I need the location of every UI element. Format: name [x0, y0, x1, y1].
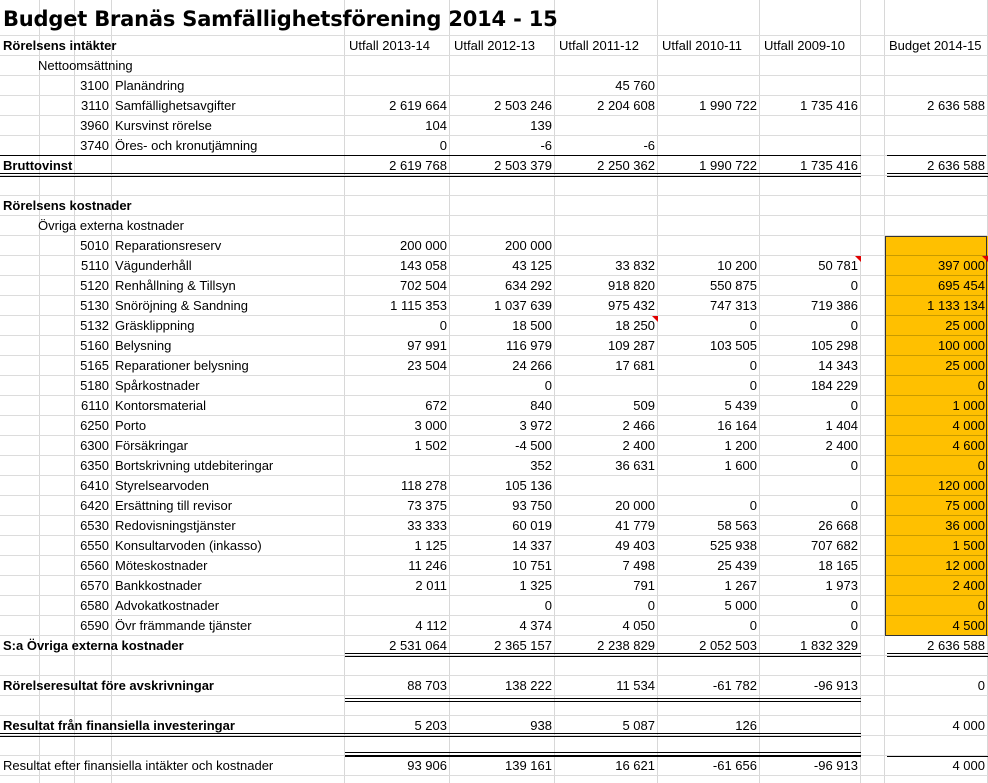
account-number[interactable]: 5132: [80, 318, 109, 333]
value-cell[interactable]: 1 037 639: [494, 298, 552, 313]
account-label[interactable]: Bankkostnader: [115, 578, 202, 593]
final-value[interactable]: 139 161: [505, 758, 552, 773]
operating-label: Rörelseresultat före avskrivningar: [3, 678, 214, 693]
account-label[interactable]: Försäkringar: [115, 438, 188, 453]
gross-value[interactable]: 1 990 722: [699, 158, 757, 173]
account-label[interactable]: Öres- och kronutjämning: [115, 138, 258, 153]
sum-other-value[interactable]: 1 832 329: [800, 638, 858, 653]
final-value[interactable]: -96 913: [813, 758, 858, 773]
value-cell[interactable]: 4 112: [415, 618, 447, 633]
account-number[interactable]: 5165: [80, 358, 109, 373]
value-cell[interactable]: 58 563: [717, 518, 757, 533]
account-number[interactable]: 6350: [80, 458, 109, 473]
value-cell[interactable]: 93 750: [512, 498, 552, 513]
value-cell[interactable]: [555, 236, 658, 256]
account-label[interactable]: Konsultarvoden (inkasso): [115, 538, 262, 553]
account-number[interactable]: 5180: [80, 378, 109, 393]
value-cell[interactable]: 0: [850, 458, 858, 473]
value-cell[interactable]: 352: [530, 458, 552, 473]
value-cell[interactable]: [555, 476, 658, 496]
account-number[interactable]: 5160: [80, 338, 109, 353]
value-cell[interactable]: 109 287: [608, 338, 655, 353]
value-cell[interactable]: 702 504: [400, 278, 447, 293]
financial-value[interactable]: 938: [530, 718, 552, 733]
value-cell[interactable]: 1 325: [519, 578, 552, 593]
cost-row: [0, 296, 988, 316]
value-cell[interactable]: 3 000: [414, 418, 447, 433]
final-value[interactable]: -61 656: [712, 758, 757, 773]
operating-value[interactable]: -61 782: [712, 678, 757, 693]
account-number[interactable]: 3960: [80, 118, 109, 133]
netsales-label: Nettoomsättning: [38, 58, 133, 73]
income-row: [0, 136, 988, 156]
value-cell[interactable]: 747 313: [710, 298, 757, 313]
gross-value[interactable]: 2 619 768: [389, 158, 447, 173]
account-number[interactable]: 3740: [80, 138, 109, 153]
value-cell[interactable]: 200 000: [400, 238, 447, 253]
column-header[interactable]: Utfall 2011-12: [559, 38, 639, 53]
account-label[interactable]: Reparationsreserv: [115, 238, 222, 253]
value-cell[interactable]: [885, 116, 988, 136]
cost-row: [0, 536, 988, 556]
cost-row: [0, 236, 988, 256]
value-cell[interactable]: [885, 76, 988, 96]
value-cell[interactable]: 10 200: [717, 258, 757, 273]
column-header[interactable]: Budget 2014-15: [889, 38, 982, 53]
value-cell[interactable]: 139: [530, 118, 552, 133]
value-cell[interactable]: 1 133 134: [885, 296, 988, 316]
account-number[interactable]: 6530: [80, 518, 109, 533]
value-cell[interactable]: 2 400: [622, 438, 655, 453]
value-cell[interactable]: 672: [425, 398, 447, 413]
value-cell[interactable]: 1 735 416: [800, 98, 858, 113]
value-cell[interactable]: 118 278: [400, 478, 447, 493]
value-cell[interactable]: 2 204 608: [597, 98, 655, 113]
value-cell[interactable]: 1 267: [724, 578, 757, 593]
account-number[interactable]: 6580: [80, 598, 109, 613]
value-cell[interactable]: 16 164: [717, 418, 757, 433]
value-cell[interactable]: 634 292: [505, 278, 552, 293]
cost-row: [0, 516, 988, 536]
value-cell[interactable]: 1 115 353: [390, 298, 447, 313]
account-label[interactable]: Gräsklippning: [115, 318, 195, 333]
sum-line: [887, 756, 988, 757]
value-cell[interactable]: [885, 136, 988, 156]
value-cell[interactable]: 0: [749, 618, 757, 633]
value-cell[interactable]: 2 619 664: [389, 98, 447, 113]
value-cell[interactable]: 4 374: [519, 618, 552, 633]
value-cell[interactable]: 0: [850, 318, 858, 333]
account-label[interactable]: Reparationer belysning: [115, 358, 249, 373]
value-cell[interactable]: 103 505: [710, 338, 757, 353]
value-cell[interactable]: 143 058: [400, 258, 447, 273]
value-cell[interactable]: 36 000: [885, 516, 988, 536]
account-number[interactable]: 6250: [80, 418, 109, 433]
value-cell[interactable]: 5 000: [724, 598, 757, 613]
gross-label: Bruttovinst: [3, 158, 73, 173]
column-header[interactable]: Utfall 2009-10: [764, 38, 845, 53]
value-cell[interactable]: [658, 236, 760, 256]
value-cell[interactable]: 2 011: [415, 578, 447, 593]
value-cell[interactable]: 23 504: [407, 358, 447, 373]
value-cell[interactable]: 18 165: [818, 558, 858, 573]
operating-value[interactable]: 11 534: [616, 678, 655, 693]
section-income-header: Rörelsens intäkter: [3, 38, 117, 53]
sum-other-value[interactable]: 2 365 157: [494, 638, 552, 653]
value-cell[interactable]: [760, 116, 861, 136]
value-cell[interactable]: 0: [647, 598, 655, 613]
cost-row: [0, 576, 988, 596]
final-value[interactable]: 16 621: [615, 758, 655, 773]
value-cell[interactable]: -6: [540, 138, 552, 153]
income-row: [0, 96, 988, 116]
cost-row: [0, 316, 988, 336]
account-label[interactable]: Kontorsmaterial: [115, 398, 207, 413]
account-number[interactable]: 5110: [81, 258, 109, 273]
cost-row: [0, 596, 988, 616]
value-cell[interactable]: 105 298: [811, 338, 858, 353]
value-cell[interactable]: 1 200: [724, 438, 757, 453]
value-cell[interactable]: 0: [850, 278, 858, 293]
value-cell[interactable]: 0: [850, 598, 858, 613]
value-cell[interactable]: 0: [885, 376, 988, 396]
value-cell[interactable]: 36 631: [615, 458, 655, 473]
cost-row: [0, 476, 988, 496]
account-label[interactable]: Vägunderhåll: [115, 258, 192, 273]
account-number[interactable]: 6590: [80, 618, 109, 633]
value-cell[interactable]: 0: [885, 596, 988, 616]
financial-value[interactable]: 4 000: [952, 718, 985, 733]
value-cell[interactable]: 0: [749, 498, 757, 513]
cost-row: [0, 416, 988, 436]
value-cell[interactable]: 10 751: [512, 558, 552, 573]
blank-row: [0, 176, 988, 196]
value-cell[interactable]: [760, 76, 861, 96]
sum-other-value[interactable]: 2 052 503: [699, 638, 757, 653]
value-cell[interactable]: 75 000: [885, 496, 988, 516]
sum-other-value[interactable]: 2 636 588: [927, 638, 985, 653]
value-cell[interactable]: 791: [633, 578, 655, 593]
value-cell[interactable]: 0: [749, 318, 757, 333]
value-cell[interactable]: 0: [544, 598, 552, 613]
value-cell[interactable]: [345, 376, 450, 396]
account-label[interactable]: Renhållning & Tillsyn: [115, 278, 236, 293]
value-cell[interactable]: 397 000: [885, 256, 988, 276]
section-costs-header: Rörelsens kostnader: [3, 198, 132, 213]
value-cell[interactable]: [345, 596, 450, 616]
value-cell[interactable]: [658, 136, 760, 156]
costs-header-row: [0, 196, 988, 216]
value-cell[interactable]: 719 386: [811, 298, 858, 313]
financial-value[interactable]: 126: [735, 718, 757, 733]
account-number[interactable]: 6560: [80, 558, 109, 573]
value-cell[interactable]: 4 000: [885, 416, 988, 436]
account-number[interactable]: 5130: [80, 298, 109, 313]
value-cell[interactable]: 1 125: [414, 538, 447, 553]
value-cell[interactable]: 2 503 246: [494, 98, 552, 113]
value-cell[interactable]: 24 266: [512, 358, 552, 373]
value-cell[interactable]: 1 600: [724, 458, 757, 473]
value-cell[interactable]: 12 000: [885, 556, 988, 576]
value-cell[interactable]: 0: [850, 618, 858, 633]
value-cell[interactable]: [760, 236, 861, 256]
value-cell[interactable]: 25 000: [885, 356, 988, 376]
account-label[interactable]: Advokatkostnader: [115, 598, 220, 613]
cost-row: [0, 256, 988, 276]
sum-other-value[interactable]: 2 238 829: [597, 638, 655, 653]
value-cell[interactable]: 3 972: [519, 418, 552, 433]
value-cell[interactable]: [885, 236, 988, 256]
value-cell[interactable]: [760, 136, 861, 156]
gross-value[interactable]: 2 636 588: [927, 158, 985, 173]
comment-marker-icon[interactable]: [855, 256, 861, 262]
value-cell[interactable]: 1 500: [885, 536, 988, 556]
sum-line: [887, 155, 986, 156]
cost-row: [0, 456, 988, 476]
value-cell[interactable]: 120 000: [885, 476, 988, 496]
value-cell[interactable]: 0: [885, 456, 988, 476]
operating-value[interactable]: 0: [977, 678, 985, 693]
value-cell[interactable]: 4 500: [885, 616, 988, 636]
value-cell[interactable]: 840: [530, 398, 552, 413]
income-row: [0, 116, 988, 136]
value-cell[interactable]: 33 333: [407, 518, 447, 533]
cost-row: [0, 556, 988, 576]
operating-value[interactable]: -96 913: [813, 678, 858, 693]
account-label[interactable]: Snöröjning & Sandning: [115, 298, 248, 313]
gross-value[interactable]: 2 503 379: [494, 158, 552, 173]
cost-row: [0, 616, 988, 636]
value-cell[interactable]: 1 990 722: [699, 98, 757, 113]
cost-row: [0, 396, 988, 416]
account-number[interactable]: 6110: [81, 398, 109, 413]
value-cell[interactable]: 1 973: [825, 578, 858, 593]
final-value[interactable]: 93 906: [407, 758, 447, 773]
value-cell[interactable]: 26 668: [818, 518, 858, 533]
value-cell[interactable]: 17 681: [615, 358, 655, 373]
value-cell[interactable]: 1 404: [825, 418, 858, 433]
gross-value[interactable]: 1 735 416: [800, 158, 858, 173]
value-cell[interactable]: 695 454: [885, 276, 988, 296]
value-cell[interactable]: 20 000: [615, 498, 655, 513]
value-cell[interactable]: 5 439: [724, 398, 757, 413]
column-header[interactable]: Utfall 2013-14: [349, 38, 430, 53]
operating-value[interactable]: 88 703: [407, 678, 447, 693]
value-cell[interactable]: 2 466: [622, 418, 655, 433]
financial-label: Resultat från finansiella investeringar: [3, 718, 235, 733]
netsales-row: [0, 56, 988, 76]
final-value[interactable]: 4 000: [952, 758, 985, 773]
value-cell[interactable]: [345, 76, 450, 96]
value-cell[interactable]: 0: [749, 378, 757, 393]
account-label[interactable]: Samfällighetsavgifter: [115, 98, 236, 113]
account-number[interactable]: 6300: [80, 438, 109, 453]
value-cell[interactable]: 45 760: [615, 78, 655, 93]
account-label[interactable]: Möteskostnader: [115, 558, 208, 573]
header-row: [0, 36, 988, 56]
value-cell[interactable]: 43 125: [512, 258, 552, 273]
double-underline: [345, 698, 861, 702]
other-external-row: [0, 216, 988, 236]
cost-row: [0, 496, 988, 516]
sum-other-value[interactable]: 2 531 064: [389, 638, 447, 653]
value-cell[interactable]: 2 636 588: [927, 98, 985, 113]
sum-line: [345, 756, 861, 757]
operating-value[interactable]: 138 222: [505, 678, 552, 693]
value-cell[interactable]: 25 000: [885, 316, 988, 336]
financial-value[interactable]: 5 203: [414, 718, 447, 733]
value-cell[interactable]: 50 781: [818, 258, 858, 273]
sum-other-label: S:a Övriga externa kostnader: [3, 638, 184, 653]
value-cell[interactable]: [658, 476, 760, 496]
value-cell[interactable]: 2 400: [885, 576, 988, 596]
value-cell[interactable]: 73 375: [407, 498, 447, 513]
value-cell[interactable]: 0: [544, 378, 552, 393]
value-cell[interactable]: 18 250: [615, 318, 655, 333]
account-label[interactable]: Styrelsearvoden: [115, 478, 209, 493]
cost-row: [0, 276, 988, 296]
account-label[interactable]: Belysning: [115, 338, 172, 353]
title-row: [0, 0, 988, 36]
account-number[interactable]: 6410: [80, 478, 109, 493]
comment-marker-icon[interactable]: [982, 256, 988, 262]
cost-row: [0, 376, 988, 396]
value-cell[interactable]: 41 779: [615, 518, 655, 533]
account-label[interactable]: Ersättning till revisor: [115, 498, 233, 513]
value-cell[interactable]: 184 229: [811, 378, 858, 393]
value-cell[interactable]: 49 403: [615, 538, 655, 553]
account-label[interactable]: Spårkostnader: [115, 378, 200, 393]
account-number[interactable]: 6570: [80, 578, 109, 593]
cost-row: [0, 356, 988, 376]
value-cell[interactable]: 14 343: [818, 358, 858, 373]
value-cell[interactable]: 7 498: [622, 558, 655, 573]
account-label[interactable]: Redovisningstjänster: [115, 518, 236, 533]
value-cell[interactable]: 33 832: [615, 258, 655, 273]
column-header[interactable]: Utfall 2010-11: [662, 38, 742, 53]
account-label[interactable]: Bortskrivning utdebiteringar: [115, 458, 274, 473]
blank-row: [0, 656, 988, 676]
value-cell[interactable]: 2 400: [825, 438, 858, 453]
value-cell[interactable]: 509: [633, 398, 655, 413]
account-label[interactable]: Kursvinst rörelse: [115, 118, 212, 133]
operating-row: [0, 676, 988, 696]
value-cell[interactable]: 105 136: [505, 478, 552, 493]
final-label: Resultat efter finansiella intäkter och kostnader: [3, 758, 274, 773]
account-number[interactable]: 3100: [80, 78, 109, 93]
value-cell[interactable]: 0: [439, 138, 447, 153]
final-row: [0, 756, 988, 776]
value-cell[interactable]: [555, 116, 658, 136]
account-number[interactable]: 3110: [81, 98, 109, 113]
account-label[interactable]: Porto: [115, 418, 147, 433]
value-cell[interactable]: [345, 456, 450, 476]
account-number[interactable]: 5120: [80, 278, 109, 293]
value-cell[interactable]: 707 682: [811, 538, 858, 553]
value-cell[interactable]: 0: [850, 398, 858, 413]
value-cell[interactable]: -6: [643, 138, 655, 153]
column-header[interactable]: Utfall 2012-13: [454, 38, 535, 53]
account-label[interactable]: Övr främmande tjänster: [115, 618, 252, 633]
value-cell[interactable]: 104: [425, 118, 447, 133]
value-cell[interactable]: 200 000: [505, 238, 552, 253]
financial-value[interactable]: 5 087: [622, 718, 655, 733]
sum-line: [0, 155, 861, 156]
comment-marker-icon[interactable]: [652, 316, 658, 322]
cost-row: [0, 336, 988, 356]
value-cell[interactable]: 0: [850, 498, 858, 513]
sheet-title: Budget Branäs Samfällighetsförening 2014 - 15: [3, 7, 558, 31]
gross-value[interactable]: 2 250 362: [597, 158, 655, 173]
value-cell[interactable]: 116 979: [505, 338, 552, 353]
value-cell[interactable]: 0: [749, 358, 757, 373]
value-cell[interactable]: 0: [439, 318, 447, 333]
value-cell[interactable]: 525 938: [710, 538, 757, 553]
value-cell[interactable]: 4 600: [885, 436, 988, 456]
account-number[interactable]: 5010: [80, 238, 109, 253]
value-cell[interactable]: 11 246: [408, 558, 447, 573]
value-cell[interactable]: [658, 116, 760, 136]
cost-row: [0, 436, 988, 456]
value-cell[interactable]: -4 500: [515, 438, 552, 453]
value-cell[interactable]: [760, 476, 861, 496]
value-cell[interactable]: 14 337: [512, 538, 552, 553]
value-cell[interactable]: 25 439: [717, 558, 757, 573]
value-cell[interactable]: 550 875: [710, 278, 757, 293]
value-cell[interactable]: 975 432: [608, 298, 655, 313]
value-cell[interactable]: 1 502: [414, 438, 447, 453]
value-cell[interactable]: [555, 376, 658, 396]
account-label[interactable]: Planändring: [115, 78, 185, 93]
value-cell[interactable]: 18 500: [512, 318, 552, 333]
income-row: [0, 76, 988, 96]
other-external-label: Övriga externa kostnader: [38, 218, 184, 233]
account-number[interactable]: 6550: [80, 538, 109, 553]
value-cell[interactable]: 1 000: [885, 396, 988, 416]
value-cell[interactable]: [658, 76, 760, 96]
value-cell[interactable]: 100 000: [885, 336, 988, 356]
value-cell[interactable]: 60 019: [512, 518, 552, 533]
value-cell[interactable]: 4 050: [622, 618, 655, 633]
account-number[interactable]: 6420: [80, 498, 109, 513]
value-cell[interactable]: [450, 76, 555, 96]
value-cell[interactable]: 918 820: [608, 278, 655, 293]
value-cell[interactable]: 97 991: [407, 338, 447, 353]
